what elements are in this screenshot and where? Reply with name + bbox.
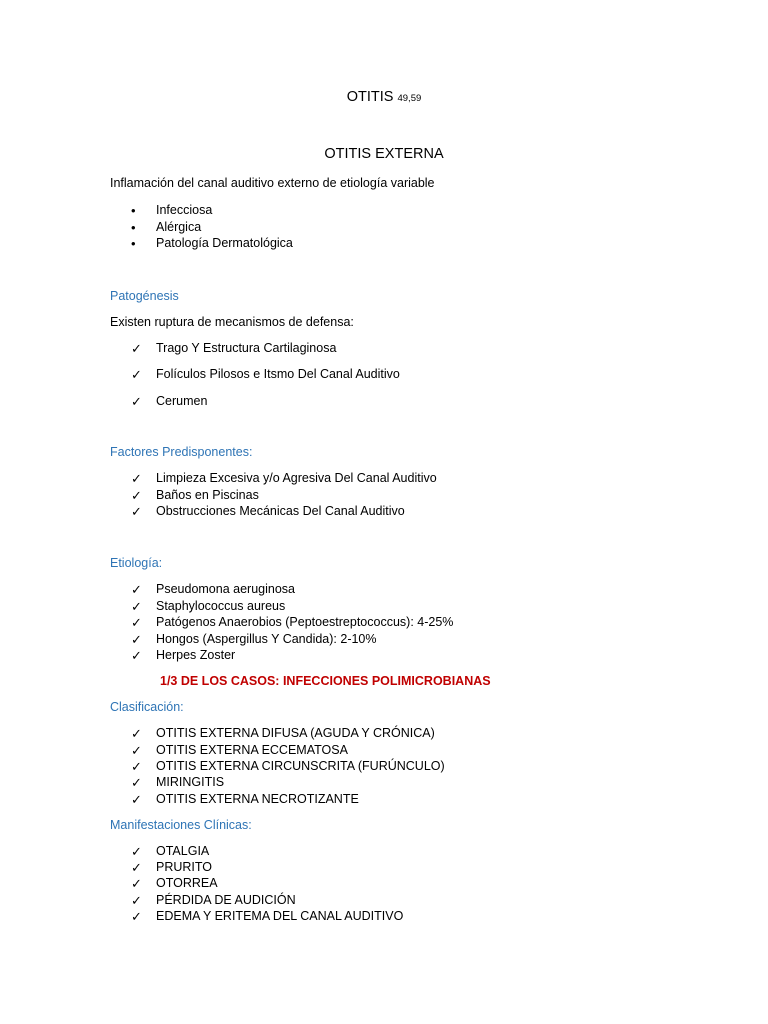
check-icon: ✓ xyxy=(131,599,142,614)
predisposing-heading: Factores Predisponentes: xyxy=(110,445,253,459)
check-icon: ✓ xyxy=(131,743,142,758)
list-item xyxy=(0,759,768,775)
etiology-heading: Etiología: xyxy=(110,556,163,570)
list-item-text: MIRINGITIS xyxy=(156,775,225,789)
check-icon: ✓ xyxy=(131,844,142,859)
page-title-text: OTITIS xyxy=(346,89,394,105)
list-item-text: Folículos Pilosos e Itsmo Del Canal Auditivo xyxy=(156,367,400,381)
list-item xyxy=(0,488,768,504)
list-item xyxy=(0,844,768,860)
check-icon: ✓ xyxy=(131,632,142,647)
list-item-text: Patógenos Anaerobios (Peptoestreptococcus): 4-25% xyxy=(156,615,454,629)
list-item xyxy=(0,792,768,808)
check-icon: ✓ xyxy=(131,367,142,382)
check-icon: ✓ xyxy=(131,394,142,409)
list-item-text: Staphylococcus aureus xyxy=(156,599,286,613)
list-item xyxy=(0,471,768,487)
list-item-text: Infecciosa xyxy=(156,203,213,217)
list-item-text: EDEMA Y ERITEMA DEL CANAL AUDITIVO xyxy=(156,909,404,923)
etiology-note: 1/3 DE LOS CASOS: INFECCIONES POLIMICROBIANAS xyxy=(160,674,491,688)
list-item-text: Baños en Piscinas xyxy=(156,488,259,502)
list-item-text: OTITIS EXTERNA ECCEMATOSA xyxy=(156,743,348,757)
list-item xyxy=(0,893,768,909)
list-item xyxy=(0,860,768,876)
list-item xyxy=(0,582,768,598)
check-icon: ✓ xyxy=(131,909,142,924)
list-item-text: Cerumen xyxy=(156,394,208,408)
list-item xyxy=(0,394,768,410)
check-icon: ✓ xyxy=(131,648,142,663)
list-item xyxy=(0,236,768,252)
check-icon: ✓ xyxy=(131,792,142,807)
list-item-text: PRURITO xyxy=(156,860,213,874)
list-item-text: Herpes Zoster xyxy=(156,648,236,662)
list-item-text: OTITIS EXTERNA DIFUSA (AGUDA Y CRÓNICA) xyxy=(156,726,435,740)
list-item-text: OTALGIA xyxy=(156,844,210,858)
list-item-text: OTITIS EXTERNA NECROTIZANTE xyxy=(156,792,359,806)
list-item xyxy=(0,220,768,236)
list-item xyxy=(0,203,768,219)
check-icon: ✓ xyxy=(131,726,142,741)
list-item xyxy=(0,775,768,791)
list-item-text: Limpieza Excesiva y/o Agresiva Del Canal Auditivo xyxy=(156,471,437,485)
check-icon: ✓ xyxy=(131,488,142,503)
list-item-text: Pseudomona aeruginosa xyxy=(156,582,295,596)
list-item-text: Hongos (Aspergillus Y Candida): 2-10% xyxy=(156,632,377,646)
list-item xyxy=(0,615,768,631)
list-item-text: Alérgica xyxy=(156,220,202,234)
check-icon: ✓ xyxy=(131,876,142,891)
list-item-text: OTORREA xyxy=(156,876,218,890)
list-item-text: PÉRDIDA DE AUDICIÓN xyxy=(156,893,296,907)
manifestations-heading: Manifestaciones Clínicas: xyxy=(110,818,252,832)
list-item xyxy=(0,726,768,742)
check-icon: ✓ xyxy=(131,471,142,486)
check-icon: ✓ xyxy=(131,893,142,908)
list-item xyxy=(0,632,768,648)
check-icon: ✓ xyxy=(131,341,142,356)
check-icon: ✓ xyxy=(131,504,142,519)
list-item-text: Obstrucciones Mecánicas Del Canal Auditivo xyxy=(156,504,405,518)
list-item xyxy=(0,367,768,383)
check-icon: ✓ xyxy=(131,759,142,774)
classification-heading: Clasificación: xyxy=(110,700,184,714)
bullet-icon: • xyxy=(131,236,136,251)
check-icon: ✓ xyxy=(131,775,142,790)
section-title: OTITIS EXTERNA xyxy=(324,146,444,162)
check-icon: ✓ xyxy=(131,582,142,597)
list-item-text: Patología Dermatológica xyxy=(156,236,293,250)
list-item xyxy=(0,876,768,892)
list-item xyxy=(0,599,768,615)
pathogenesis-intro: Existen ruptura de mecanismos de defensa: xyxy=(110,315,354,329)
list-item xyxy=(0,341,768,357)
pathogenesis-heading: Patogénesis xyxy=(110,289,179,303)
page-title-refs: 49,59 xyxy=(397,93,422,104)
list-item xyxy=(0,909,768,925)
page-title xyxy=(0,89,768,105)
list-item-text: OTITIS EXTERNA CIRCUNSCRITA (FURÚNCULO) xyxy=(156,759,445,773)
check-icon: ✓ xyxy=(131,615,142,630)
list-item xyxy=(0,743,768,759)
list-item xyxy=(0,504,768,520)
definition-text: Inflamación del canal auditivo externo de etiología variable xyxy=(110,176,435,190)
list-item-text: Trago Y Estructura Cartilaginosa xyxy=(156,341,337,355)
list-item xyxy=(0,648,768,664)
bullet-icon: • xyxy=(131,220,136,235)
bullet-icon: • xyxy=(131,203,136,218)
check-icon: ✓ xyxy=(131,860,142,875)
